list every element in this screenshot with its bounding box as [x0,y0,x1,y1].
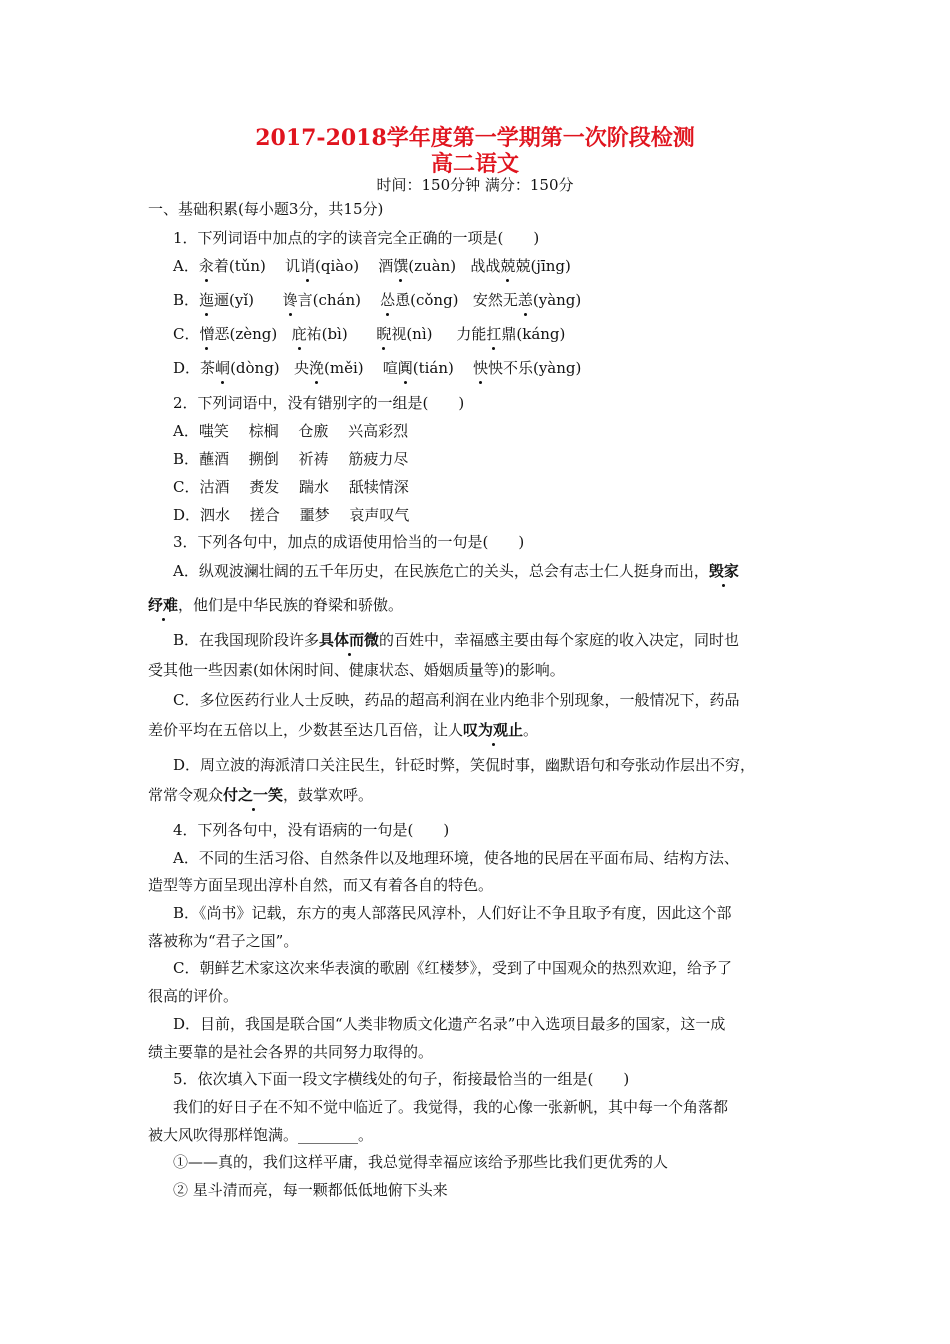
q3-option-c-line1: C．多位医药行业人士反映，药品的超高利润在业内绝非个别现象，一般情况下，药品 [173,691,740,709]
q4-option-b-line2: 落被称为“君子之国”。 [148,932,299,950]
exam-subtitle: 高二语文 [430,151,519,177]
q4-option-a-line2: 造型等方面呈现出淳朴自然，而又有着各自的特色。 [148,876,494,894]
q1-option-b: B．迤逦(yǐ) 谗言(chán) 怂恿(cǒng) 安然无恙(yàng) [173,291,582,309]
q5-sentence-2: ② 星斗清而亮，每一颗都低低地俯下头来 [173,1181,448,1199]
q4-option-c-line1: C．朝鲜艺术家这次来华表演的歌剧《红楼梦》，受到了中国观众的热烈欢迎，给予了 [173,959,732,977]
q1-option-d: D．茶峒(dòng) 央浼(měi) 喧阗(tián) 怏怏不乐(yàng) [173,359,582,377]
q2-option-d: D．泗水 搓合 噩梦 哀声叹气 [173,506,410,524]
q3-option-c-line2: 差价平均在五倍以上，少数甚至达几百倍，让人叹为观止。 [148,721,539,739]
q4-option-d-line2: 绩主要靠的是社会各界的共同努力取得的。 [148,1043,434,1061]
q2-option-b: B．蘸酒 搠倒 祈祷 筋疲力尽 [173,450,409,468]
q3-stem: 3．下列各句中，加点的成语使用恰当的一句是( ) [173,533,525,551]
exam-info: 时间：150分钟 满分：150分 [376,176,574,194]
section-heading: 一、基础积累(每小题3分，共15分) [148,200,384,218]
q4-option-c-line2: 很高的评价。 [148,987,239,1005]
q3-option-b-line1: B．在我国现阶段许多具体而微的百姓中，幸福感主要由每个家庭的收入决定，同时也 [173,631,740,649]
q4-stem: 4．下列各句中，没有语病的一句是( ) [173,821,450,839]
q3-option-d-line2: 常常令观众付之一笑，鼓掌欢呼。 [148,786,374,804]
q3-option-a-line2: 纾难，他们是中华民族的脊梁和骄傲。 [148,596,404,614]
q2-option-c: C．沽酒 赉发 踹水 舐犊情深 [173,478,409,496]
q2-stem: 2．下列词语中，没有错别字的一组是( ) [173,394,465,412]
q3-d-idiom: 付之一笑 [223,786,284,804]
q1-option-a: A．汆着(tǔn) 讥诮(qiào) 酒馔(zuàn) 战战兢兢(jīng) [173,257,571,275]
q3-a-idiom-part2: 纾难 [148,596,179,614]
q5-passage-line1: 我们的好日子在不知不觉中临近了。我觉得，我的心像一张新帆，其中每一个角落都 [173,1098,729,1116]
q4-option-a-line1: A．不同的生活习俗、自然条件以及地理环境，使各地的民居在平面布局、结构方法、 [173,849,739,867]
q3-b-idiom: 具体而微 [319,631,380,649]
q2-option-a: A．嗤笑 棕榈 仓廒 兴高彩烈 [173,422,409,440]
exam-title: 2017-2018学年度第一学期第一次阶段检测 [255,125,695,151]
q1-stem: 1．下列词语中加点的字的读音完全正确的一项是( ) [173,229,540,247]
q1-option-c: C．憎恶(zèng) 庇祐(bì) 睨视(nì) 力能扛鼎(káng) [173,325,566,343]
q3-option-a-line1: A．纵观波澜壮阔的五千年历史，在民族危亡的关头，总会有志士仁人挺身而出，毁家 [173,562,739,580]
q4-option-d-line1: D．目前，我国是联合国“人类非物质文化遗产名录”中入选项目最多的国家，这一成 [173,1015,726,1033]
q3-option-d-line1: D．周立波的海派清口关注民生，针砭时弊，笑侃时事，幽默语句和夸张动作层出不穷， [173,756,756,774]
q4-option-b-line1: B．《尚书》记载，东方的夷人部落民风淳朴，人们好让不争且取予有度，因此这个部 [173,904,732,922]
q5-sentence-1: ①——真的，我们这样平庸，我总觉得幸福应该给予那些比我们更优秀的人 [173,1153,669,1171]
q5-stem: 5．依次填入下面一段文字横线处的句子，衔接最恰当的一组是( ) [173,1070,630,1088]
q3-option-b-line2: 受其他一些因素(如休闲时间、健康状态、婚姻质量等)的影响。 [148,661,565,679]
q3-c-idiom: 叹为观止 [463,721,524,739]
q3-a-idiom-part1: 毁家 [708,562,739,580]
q5-passage-line2: 被大风吹得那样饱满。________。 [148,1126,374,1144]
